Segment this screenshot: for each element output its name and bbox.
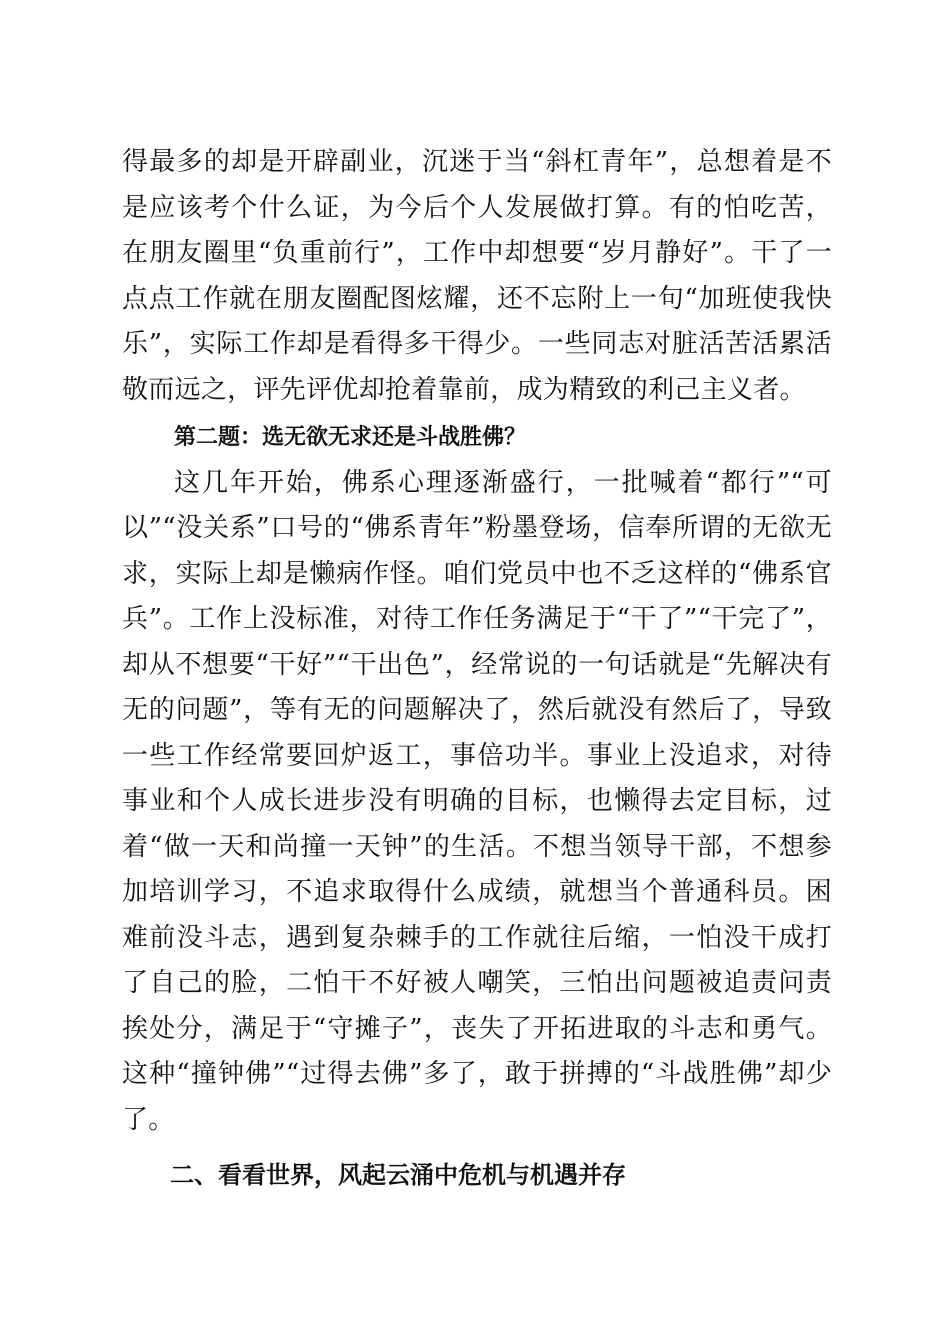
- subheading-question-two: 第二题：选无欲无求还是斗战胜佛？: [174, 424, 527, 450]
- paragraph-continuation: 得最多的却是开辟副业，沉迷于当“斜杠青年”，总想着是不是应该考个什么证，为今后个人发展做打算。有的怕吃苦，在朋友圈里“负重前行”，工作中却想要“岁月静好”。干了一点点工作就在朋友圈配图炫耀，还不忘附上一句“加班使我快乐”，实际工作却是看得多干得少。一些同志对脏活苦活累活敬而远之，评先评优却抢着靠前，成为精致的利己主义者。: [122, 147, 832, 405]
- document-body: [122, 140, 832, 1198]
- paragraph-buddhist-youth: 这几年开始，佛系心理逐渐盛行，一批喊着“都行”“可以”“没关系”口号的“佛系青年”粉墨登场，信奉所谓的无欲无求，实际上却是懒病作怪。咱们党员中也不乏这样的“佛系官兵”。工作上没标准，对待工作任务满足于“干了”“干完了”，却从不想要“干好”“干出色”，经常说的一句话就是“先解决有无的问题”，等有无的问题解决了，然后就没有然后了，导致一些工作经常要回炉返工，事倍功半。事业上没追求，对待事业和个人成长进步没有明确的目标，也懒得去定目标，过着“做一天和尚撞一天钟”的生活。不想当领导干部，不想参加培训学习，不追求取得什么成绩，就想当个普通科员。困难前没斗志，遇到复杂棘手的工作就往后缩，一怕没干成打了自己的脸，二怕干不好被人嘲笑，三怕出问题被追责问责挨处分，满足于“守摊子”，丧失了开拓进取的斗志和勇气。这种“撞钟佛”“过得去佛”多了，敢于拼搏的“斗战胜佛”却少了。: [122, 467, 832, 1135]
- section-heading-two: 二、看看世界，风起云涌中危机与机遇并存: [170, 1161, 626, 1189]
